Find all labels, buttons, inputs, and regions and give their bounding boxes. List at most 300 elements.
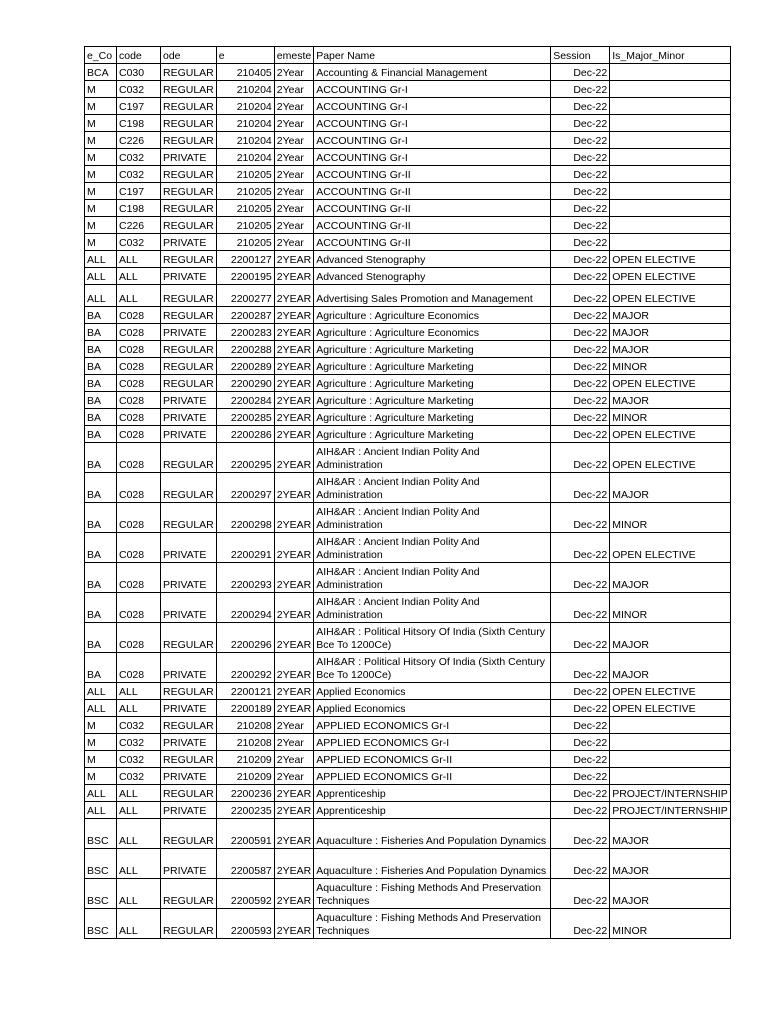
row-paper-code-cell: 210208 [216,734,274,751]
row-semester-cell: 2YEAR [274,307,313,324]
row-paper-code-cell: 2200593 [216,909,274,939]
row-mode-cell: REGULAR [161,623,217,653]
row-ecode-cell: BA [85,623,117,653]
row-major-minor-cell: OPEN ELECTIVE [610,268,731,285]
table-row [85,234,731,251]
row-paper-code-cell: 2200296 [216,623,274,653]
row-semester-cell: 2YEAR [274,358,313,375]
row-session-cell: Dec-22 [551,909,610,939]
row-paper-code-cell: 2200127 [216,251,274,268]
table-row [85,909,731,939]
header-row [85,47,731,64]
row-ecode-cell: ALL [85,802,117,819]
row-code-cell: C197 [117,183,161,200]
row-mode-cell: PRIVATE [161,409,217,426]
row-major-minor-cell: MAJOR [610,879,731,909]
row-major-minor-cell: OPEN ELECTIVE [610,443,731,473]
row-paper-code-cell: 210204 [216,98,274,115]
row-ecode-cell: M [85,717,117,734]
row-session-cell: Dec-22 [551,217,610,234]
row-session-cell: Dec-22 [551,200,610,217]
header-cell: code [117,47,161,64]
row-major-minor-cell: MAJOR [610,623,731,653]
table-row [85,734,731,751]
row-semester-cell: 2Year [274,115,313,132]
row-major-minor-cell: MAJOR [610,653,731,683]
row-mode-cell: REGULAR [161,200,217,217]
row-semester-cell: 2Year [274,183,313,200]
row-paper-code-cell: 210205 [216,217,274,234]
row-code-cell: C028 [117,392,161,409]
row-semester-cell: 2YEAR [274,623,313,653]
row-paper-name-cell: Apprenticeship [314,785,551,802]
row-session-cell: Dec-22 [551,700,610,717]
row-mode-cell: PRIVATE [161,700,217,717]
row-mode-cell: REGULAR [161,358,217,375]
row-major-minor-cell [610,115,731,132]
row-semester-cell: 2YEAR [274,785,313,802]
row-semester-cell: 2YEAR [274,503,313,533]
table-row [85,64,731,81]
row-code-cell: C028 [117,623,161,653]
row-paper-code-cell: 2200291 [216,533,274,563]
row-session-cell: Dec-22 [551,849,610,879]
row-semester-cell: 2YEAR [274,409,313,426]
row-paper-code-cell: 210204 [216,149,274,166]
row-mode-cell: PRIVATE [161,426,217,443]
row-mode-cell: PRIVATE [161,802,217,819]
row-code-cell: ALL [117,251,161,268]
row-paper-code-cell: 2200292 [216,653,274,683]
row-semester-cell: 2YEAR [274,879,313,909]
row-paper-name-cell: AIH&AR : Ancient Indian Polity And Administration [314,533,551,563]
row-ecode-cell: BA [85,443,117,473]
table-row [85,819,731,849]
row-ecode-cell: BCA [85,64,117,81]
row-session-cell: Dec-22 [551,358,610,375]
row-mode-cell: PRIVATE [161,533,217,563]
row-paper-code-cell: 2200283 [216,324,274,341]
row-session-cell: Dec-22 [551,115,610,132]
row-semester-cell: 2YEAR [274,593,313,623]
row-mode-cell: REGULAR [161,166,217,183]
row-major-minor-cell: PROJECT/INTERNSHIP [610,785,731,802]
row-session-cell: Dec-22 [551,166,610,183]
row-paper-name-cell: Agriculture : Agriculture Economics [314,324,551,341]
row-paper-name-cell: AIH&AR : Ancient Indian Polity And Administration [314,443,551,473]
row-paper-code-cell: 2200592 [216,879,274,909]
row-session-cell: Dec-22 [551,268,610,285]
row-mode-cell: REGULAR [161,909,217,939]
row-code-cell: C028 [117,563,161,593]
table-header [85,47,731,64]
row-ecode-cell: M [85,217,117,234]
row-semester-cell: 2YEAR [274,443,313,473]
row-mode-cell: REGULAR [161,307,217,324]
row-ecode-cell: M [85,734,117,751]
row-code-cell: ALL [117,819,161,849]
row-paper-name-cell: AIH&AR : Political Hitsory Of India (Sixth Century Bce To 1200Ce) [314,653,551,683]
row-mode-cell: PRIVATE [161,149,217,166]
row-major-minor-cell: OPEN ELECTIVE [610,375,731,392]
row-semester-cell: 2Year [274,166,313,183]
row-paper-code-cell: 2200297 [216,473,274,503]
row-session-cell: Dec-22 [551,183,610,200]
row-paper-code-cell: 210205 [216,183,274,200]
row-paper-name-cell: Advertising Sales Promotion and Management [314,285,551,307]
row-major-minor-cell [610,166,731,183]
row-ecode-cell: M [85,166,117,183]
row-paper-code-cell: 2200236 [216,785,274,802]
row-paper-name-cell: Accounting & Financial Management [314,64,551,81]
row-code-cell: C226 [117,132,161,149]
row-code-cell: ALL [117,909,161,939]
row-session-cell: Dec-22 [551,683,610,700]
row-semester-cell: 2Year [274,98,313,115]
row-code-cell: C032 [117,751,161,768]
row-paper-code-cell: 2200121 [216,683,274,700]
row-session-cell: Dec-22 [551,503,610,533]
table-row [85,533,731,563]
table-row [85,375,731,392]
row-major-minor-cell [610,81,731,98]
table-row [85,409,731,426]
row-paper-code-cell: 210204 [216,81,274,98]
row-mode-cell: REGULAR [161,115,217,132]
table-row [85,324,731,341]
row-mode-cell: REGULAR [161,819,217,849]
header-cell: Is_Major_Minor [610,47,731,64]
row-session-cell: Dec-22 [551,717,610,734]
row-paper-name-cell: Agriculture : Agriculture Economics [314,307,551,324]
row-paper-code-cell: 2200290 [216,375,274,392]
table-row [85,166,731,183]
row-mode-cell: PRIVATE [161,768,217,785]
row-major-minor-cell [610,149,731,166]
row-paper-name-cell: Advanced Stenography [314,268,551,285]
row-paper-code-cell: 210405 [216,64,274,81]
row-paper-code-cell: 210208 [216,717,274,734]
header-cell: e [216,47,274,64]
row-session-cell: Dec-22 [551,751,610,768]
table-row [85,341,731,358]
row-ecode-cell: BA [85,392,117,409]
row-ecode-cell: M [85,132,117,149]
row-paper-name-cell: ACCOUNTING Gr-II [314,200,551,217]
row-paper-code-cell: 2200189 [216,700,274,717]
row-mode-cell: PRIVATE [161,324,217,341]
row-paper-code-cell: 210204 [216,132,274,149]
table-row [85,251,731,268]
row-ecode-cell: BA [85,473,117,503]
row-semester-cell: 2YEAR [274,909,313,939]
row-paper-code-cell: 2200591 [216,819,274,849]
row-mode-cell: PRIVATE [161,563,217,593]
table-row [85,683,731,700]
row-major-minor-cell: OPEN ELECTIVE [610,683,731,700]
row-major-minor-cell [610,200,731,217]
row-ecode-cell: BA [85,358,117,375]
row-session-cell: Dec-22 [551,653,610,683]
row-paper-code-cell: 2200587 [216,849,274,879]
row-mode-cell: REGULAR [161,375,217,392]
row-paper-code-cell: 2200295 [216,443,274,473]
row-ecode-cell: ALL [85,683,117,700]
row-major-minor-cell [610,717,731,734]
row-mode-cell: PRIVATE [161,234,217,251]
row-ecode-cell: M [85,81,117,98]
row-mode-cell: PRIVATE [161,734,217,751]
row-session-cell: Dec-22 [551,563,610,593]
row-semester-cell: 2YEAR [274,700,313,717]
row-mode-cell: REGULAR [161,341,217,358]
row-ecode-cell: M [85,98,117,115]
row-ecode-cell: ALL [85,251,117,268]
row-code-cell: C028 [117,324,161,341]
row-ecode-cell: M [85,115,117,132]
table-row [85,149,731,166]
row-paper-code-cell: 2200288 [216,341,274,358]
table-row [85,307,731,324]
row-paper-code-cell: 2200287 [216,307,274,324]
row-code-cell: C198 [117,115,161,132]
table-row [85,98,731,115]
row-major-minor-cell: MAJOR [610,324,731,341]
row-mode-cell: REGULAR [161,473,217,503]
row-session-cell: Dec-22 [551,409,610,426]
row-semester-cell: 2YEAR [274,251,313,268]
row-session-cell: Dec-22 [551,785,610,802]
row-session-cell: Dec-22 [551,879,610,909]
header-cell: emeste [274,47,313,64]
row-ecode-cell: ALL [85,285,117,307]
row-paper-name-cell: Agriculture : Agriculture Marketing [314,341,551,358]
row-ecode-cell: ALL [85,700,117,717]
row-session-cell: Dec-22 [551,426,610,443]
row-mode-cell: REGULAR [161,98,217,115]
row-code-cell: C032 [117,149,161,166]
row-ecode-cell: BSC [85,879,117,909]
row-paper-code-cell: 2200235 [216,802,274,819]
row-major-minor-cell: OPEN ELECTIVE [610,700,731,717]
row-ecode-cell: BSC [85,909,117,939]
row-paper-name-cell: ACCOUNTING Gr-I [314,81,551,98]
header-cell: e_Co [85,47,117,64]
row-code-cell: C028 [117,473,161,503]
row-major-minor-cell: OPEN ELECTIVE [610,426,731,443]
row-paper-code-cell: 2200277 [216,285,274,307]
row-code-cell: C028 [117,426,161,443]
row-ecode-cell: M [85,200,117,217]
paper-table [84,46,731,939]
row-code-cell: C028 [117,593,161,623]
row-ecode-cell: M [85,234,117,251]
row-paper-name-cell: Agriculture : Agriculture Marketing [314,375,551,392]
row-paper-name-cell: ACCOUNTING Gr-I [314,115,551,132]
row-paper-code-cell: 210205 [216,234,274,251]
row-major-minor-cell: MINOR [610,358,731,375]
row-code-cell: ALL [117,785,161,802]
row-semester-cell: 2YEAR [274,802,313,819]
row-code-cell: C032 [117,234,161,251]
row-ecode-cell: M [85,751,117,768]
row-mode-cell: REGULAR [161,717,217,734]
row-major-minor-cell [610,98,731,115]
row-ecode-cell: M [85,768,117,785]
row-session-cell: Dec-22 [551,392,610,409]
row-paper-name-cell: AIH&AR : Ancient Indian Polity And Administration [314,593,551,623]
row-ecode-cell: BSC [85,849,117,879]
row-major-minor-cell [610,751,731,768]
row-major-minor-cell [610,768,731,785]
row-code-cell: C028 [117,533,161,563]
row-major-minor-cell: OPEN ELECTIVE [610,285,731,307]
row-session-cell: Dec-22 [551,375,610,392]
row-code-cell: C032 [117,717,161,734]
row-code-cell: ALL [117,285,161,307]
row-mode-cell: REGULAR [161,285,217,307]
row-paper-name-cell: Agriculture : Agriculture Marketing [314,358,551,375]
row-session-cell: Dec-22 [551,64,610,81]
row-code-cell: ALL [117,268,161,285]
row-semester-cell: 2YEAR [274,473,313,503]
row-mode-cell: REGULAR [161,183,217,200]
table-row [85,358,731,375]
row-mode-cell: REGULAR [161,683,217,700]
row-code-cell: C032 [117,768,161,785]
row-major-minor-cell: OPEN ELECTIVE [610,251,731,268]
row-ecode-cell: BA [85,533,117,563]
row-session-cell: Dec-22 [551,593,610,623]
row-semester-cell: 2YEAR [274,819,313,849]
row-paper-code-cell: 210209 [216,768,274,785]
row-semester-cell: 2Year [274,132,313,149]
row-paper-code-cell: 2200286 [216,426,274,443]
row-paper-code-cell: 2200294 [216,593,274,623]
row-ecode-cell: BA [85,375,117,392]
row-paper-name-cell: AIH&AR : Ancient Indian Polity And Administration [314,473,551,503]
row-semester-cell: 2Year [274,734,313,751]
header-cell: ode [161,47,217,64]
row-major-minor-cell: PROJECT/INTERNSHIP [610,802,731,819]
row-paper-name-cell: Aquaculture : Fisheries And Population Dynamics [314,849,551,879]
row-ecode-cell: BA [85,593,117,623]
row-semester-cell: 2Year [274,768,313,785]
row-mode-cell: PRIVATE [161,593,217,623]
row-paper-name-cell: ACCOUNTING Gr-II [314,183,551,200]
row-semester-cell: 2YEAR [274,849,313,879]
row-semester-cell: 2YEAR [274,563,313,593]
table-row [85,132,731,149]
row-ecode-cell: BA [85,426,117,443]
row-major-minor-cell: MAJOR [610,392,731,409]
row-mode-cell: PRIVATE [161,653,217,683]
row-paper-name-cell: Apprenticeship [314,802,551,819]
table-row [85,849,731,879]
row-semester-cell: 2Year [274,149,313,166]
row-paper-code-cell: 2200285 [216,409,274,426]
row-code-cell: C028 [117,503,161,533]
row-paper-name-cell: Agriculture : Agriculture Marketing [314,409,551,426]
table-row [85,785,731,802]
table-row [85,183,731,200]
row-major-minor-cell: MINOR [610,409,731,426]
row-session-cell: Dec-22 [551,443,610,473]
row-code-cell: ALL [117,802,161,819]
row-mode-cell: REGULAR [161,81,217,98]
table-row [85,802,731,819]
row-major-minor-cell: MAJOR [610,341,731,358]
table-row [85,268,731,285]
row-session-cell: Dec-22 [551,802,610,819]
row-paper-name-cell: Agriculture : Agriculture Marketing [314,392,551,409]
row-major-minor-cell: MINOR [610,909,731,939]
row-major-minor-cell [610,734,731,751]
row-session-cell: Dec-22 [551,149,610,166]
table-row [85,115,731,132]
row-code-cell: C226 [117,217,161,234]
row-mode-cell: REGULAR [161,443,217,473]
row-paper-code-cell: 210205 [216,166,274,183]
row-major-minor-cell: MAJOR [610,307,731,324]
row-paper-name-cell: ACCOUNTING Gr-I [314,98,551,115]
table-row [85,653,731,683]
row-paper-name-cell: Agriculture : Agriculture Marketing [314,426,551,443]
row-paper-code-cell: 210205 [216,200,274,217]
row-paper-name-cell: AIH&AR : Ancient Indian Polity And Administration [314,503,551,533]
row-paper-name-cell: Applied Economics [314,700,551,717]
row-code-cell: C198 [117,200,161,217]
row-code-cell: C028 [117,375,161,392]
table-row [85,593,731,623]
table-row [85,623,731,653]
row-ecode-cell: ALL [85,785,117,802]
row-major-minor-cell [610,64,731,81]
header-cell: Paper Name [314,47,551,64]
row-ecode-cell: BA [85,409,117,426]
row-paper-code-cell: 210204 [216,115,274,132]
row-semester-cell: 2YEAR [274,426,313,443]
row-ecode-cell: BA [85,324,117,341]
row-paper-name-cell: Aquaculture : Fishing Methods And Preservation Techniques [314,879,551,909]
row-ecode-cell: BA [85,341,117,358]
row-paper-code-cell: 2200284 [216,392,274,409]
row-paper-name-cell: APPLIED ECONOMICS Gr-I [314,734,551,751]
row-session-cell: Dec-22 [551,285,610,307]
row-semester-cell: 2YEAR [274,285,313,307]
row-mode-cell: REGULAR [161,64,217,81]
row-major-minor-cell [610,132,731,149]
table-row [85,879,731,909]
row-ecode-cell: BA [85,503,117,533]
row-session-cell: Dec-22 [551,734,610,751]
row-semester-cell: 2YEAR [274,268,313,285]
row-paper-name-cell: Applied Economics [314,683,551,700]
row-paper-code-cell: 2200298 [216,503,274,533]
row-semester-cell: 2YEAR [274,341,313,358]
row-major-minor-cell: MINOR [610,503,731,533]
row-session-cell: Dec-22 [551,81,610,98]
row-paper-name-cell: ACCOUNTING Gr-II [314,217,551,234]
row-mode-cell: PRIVATE [161,268,217,285]
row-mode-cell: REGULAR [161,503,217,533]
row-semester-cell: 2YEAR [274,653,313,683]
table-row [85,563,731,593]
table-row [85,426,731,443]
row-code-cell: ALL [117,849,161,879]
row-semester-cell: 2YEAR [274,324,313,341]
table-row [85,443,731,473]
